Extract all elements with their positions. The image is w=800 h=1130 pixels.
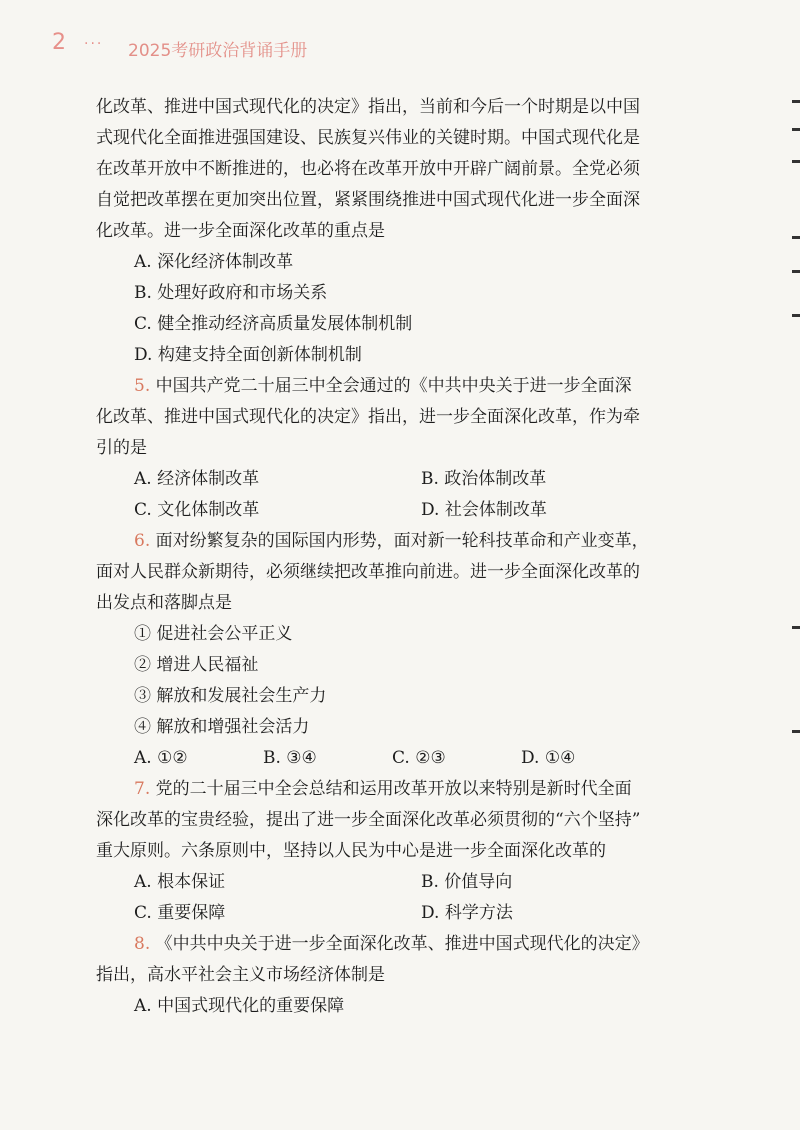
page-edge-mark <box>792 160 800 163</box>
question-6-option-a: A. ①② <box>134 748 188 768</box>
question-8-stem: 8. 《中共中央关于进一步全面深化改革、推进中国式现代化的决定》 <box>134 934 649 954</box>
question-7-number: 7. <box>134 779 151 799</box>
question-7-options-row <box>96 867 708 898</box>
question-7-options-row <box>96 898 708 929</box>
question-6-stem-line: 面对人民群众新期待，必须继续把改革推向前进。进一步全面深化改革的 <box>96 562 640 582</box>
page-edge-mark <box>792 314 800 317</box>
question-5-option-a: A. 经济体制改革 <box>134 469 260 489</box>
question-4-stem-line: 化改革。进一步全面深化改革的重点是 <box>96 221 385 241</box>
question-7-option-a: A. 根本保证 <box>134 872 226 892</box>
question-5-options-row <box>96 464 708 495</box>
question-6-option-c: C. ②③ <box>392 748 446 768</box>
question-6-item: ② 增进人民福祉 <box>134 655 259 675</box>
question-5-stem: 5. 中国共产党二十届三中全会通过的《中共中央关于进一步全面深 <box>134 376 632 396</box>
page-edge-mark <box>792 128 800 131</box>
page-body <box>96 92 708 1022</box>
question-5-option-b: B. 政治体制改革 <box>421 469 547 489</box>
question-5-option-d: D. 社会体制改革 <box>421 500 547 520</box>
question-6-options-row <box>96 743 708 774</box>
question-8-stem-line: 指出，高水平社会主义市场经济体制是 <box>96 965 385 985</box>
page-edge-mark <box>792 236 800 239</box>
page-edge-mark <box>792 100 800 103</box>
page-number: 2 <box>52 30 66 55</box>
question-4-stem-line: 自觉把改革摆在更加突出位置，紧紧围绕推进中国式现代化进一步全面深 <box>96 190 640 210</box>
question-4-option-b: B. 处理好政府和市场关系 <box>134 283 328 303</box>
page-edge-mark <box>792 270 800 273</box>
question-7-option-d: D. 科学方法 <box>421 903 513 923</box>
question-5-number: 5. <box>134 376 151 396</box>
question-5-stem-line: 引的是 <box>96 438 147 458</box>
question-6-item: ④ 解放和增强社会活力 <box>134 717 310 737</box>
question-7-stem-line: 重大原则。六条原则中，坚持以人民为中心是进一步全面深化改革的 <box>96 841 606 861</box>
question-8-number: 8. <box>134 934 151 954</box>
question-6-item: ① 促进社会公平正义 <box>134 624 293 644</box>
question-5-options-row <box>96 495 708 526</box>
question-6-stem: 6. 面对纷繁复杂的国际国内形势，面对新一轮科技革命和产业变革， <box>134 531 649 551</box>
page-edge-mark <box>792 730 800 733</box>
question-6-option-d: D. ①④ <box>521 748 576 768</box>
question-7-option-b: B. 价值导向 <box>421 872 513 892</box>
question-7-stem: 7. 党的二十届三中全会总结和运用改革开放以来特别是新时代全面 <box>134 779 632 799</box>
question-7-stem-line: 深化改革的宝贵经验，提出了进一步全面深化改革必须贯彻的“六个坚持” <box>96 810 641 830</box>
question-4-option-c: C. 健全推动经济高质量发展体制机制 <box>134 314 413 334</box>
question-5-stem-line: 化改革、推进中国式现代化的决定》指出，进一步全面深化改革，作为牵 <box>96 407 640 427</box>
question-6-option-b: B. ③④ <box>263 748 317 768</box>
page-header <box>0 0 800 80</box>
page-edge-mark <box>792 626 800 629</box>
question-4-stem-line: 在改革开放中不断推进的，也必将在改革开放中开辟广阔前景。全党必须 <box>96 159 640 179</box>
question-6-number: 6. <box>134 531 151 551</box>
question-4-stem-line: 式现代化全面推进强国建设、民族复兴伟业的关键时期。中国式现代化是 <box>96 128 640 148</box>
question-6-stem-line: 出发点和落脚点是 <box>96 593 232 613</box>
question-5-option-c: C. 文化体制改革 <box>134 500 260 520</box>
question-6-item: ③ 解放和发展社会生产力 <box>134 686 327 706</box>
question-8-option-a: A. 中国式现代化的重要保障 <box>134 996 345 1016</box>
header-dots: ··· <box>84 36 104 52</box>
question-7-option-c: C. 重要保障 <box>134 903 226 923</box>
question-4-stem-line: 化改革、推进中国式现代化的决定》指出，当前和今后一个时期是以中国 <box>96 97 640 117</box>
question-4-option-a: A. 深化经济体制改革 <box>134 252 294 272</box>
question-4-option-d: D. 构建支持全面创新体制机制 <box>134 345 362 365</box>
book-title: 2025考研政治背诵手册 <box>128 41 308 61</box>
